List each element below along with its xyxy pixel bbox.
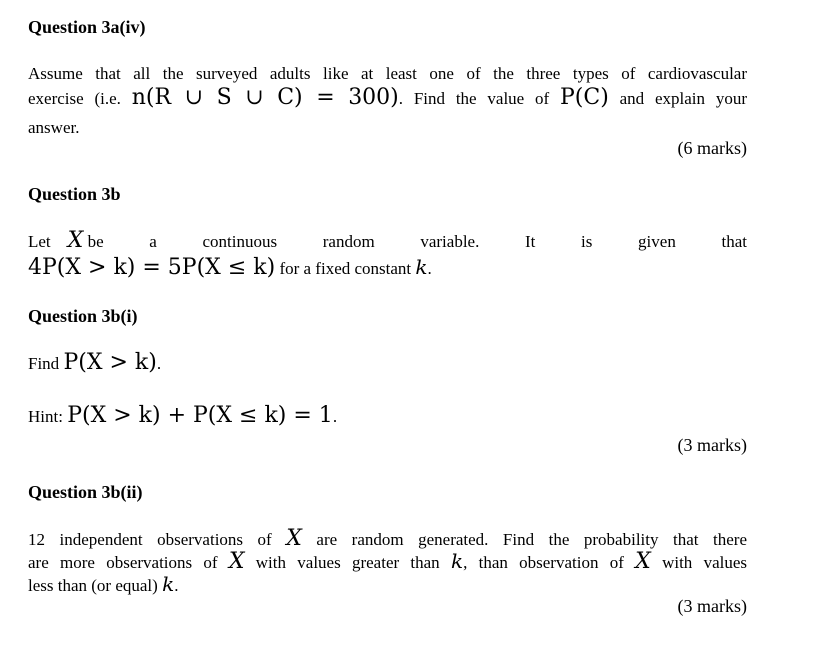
word-given: given xyxy=(638,232,676,251)
variable-x: X xyxy=(228,549,245,574)
q3b-ii-line3-end: . xyxy=(174,576,179,595)
variable-x: X xyxy=(286,526,302,551)
q3b-line2-end: . xyxy=(427,259,432,278)
q3b-line-2 xyxy=(28,255,747,281)
word-that: that xyxy=(721,232,747,251)
q3b-ii-line2-text-a: are more observations of xyxy=(28,553,229,572)
word-continuous: continuous xyxy=(202,232,278,251)
question-3b-heading: Question 3b xyxy=(28,184,121,204)
variable-x: X xyxy=(67,228,84,253)
word-random: random xyxy=(322,232,375,251)
hint-label: Hint: xyxy=(28,407,68,426)
q3b-ii-line2-text-c: , than observation of xyxy=(463,553,636,572)
word-variable: variable. xyxy=(420,232,480,251)
q3b-ii-line-3 xyxy=(28,572,747,598)
q3b-line-1 xyxy=(28,229,747,254)
question-3b-i-heading: Question 3b(i) xyxy=(28,306,138,326)
constant-k: k xyxy=(415,255,428,279)
hint-expression: P(X > k) + P(X ≤ k) = 1 xyxy=(67,403,333,428)
word-a: a xyxy=(149,232,157,251)
word-let: Let xyxy=(28,232,51,251)
q3a-iv-line2-text-b: . Find the value of xyxy=(398,89,560,108)
q3b-i-find-line xyxy=(28,351,747,376)
find-end: . xyxy=(156,354,162,373)
constant-k: k xyxy=(162,572,175,596)
question-3a-iv-heading: Question 3a(iv) xyxy=(28,17,146,37)
word-be: be xyxy=(87,232,104,251)
q3a-iv-marks: (6 marks) xyxy=(677,138,747,158)
ratio-equation: 4P(X > k) = 5P(X ≤ k) xyxy=(28,255,276,280)
q3a-iv-line-1: Assume that all the surveyed adults like at least one of the three types of cardiovascular xyxy=(28,64,747,83)
q3b-ii-line3-text: less than (or equal) xyxy=(28,576,163,595)
hint-end: . xyxy=(332,407,338,426)
probability-c: P(C) xyxy=(560,85,609,110)
q3b-ii-line2-text-b: with values greater than xyxy=(244,553,451,572)
q3a-iv-line-3: answer. xyxy=(28,118,80,137)
q3b-line2-text: for a fixed constant xyxy=(275,259,416,278)
q3a-iv-line2-text-c: and explain your xyxy=(608,89,747,108)
word-is: is xyxy=(581,232,593,251)
q3b-i-marks: (3 marks) xyxy=(677,435,747,455)
question-3b-ii-heading: Question 3b(ii) xyxy=(28,482,143,502)
q3a-iv-line-2 xyxy=(28,86,747,111)
union-equation: n(R ∪ S ∪ C) = 300) xyxy=(131,85,399,110)
q3b-ii-line2-text-d: with values xyxy=(650,553,747,572)
find-label: Find xyxy=(28,354,64,373)
find-expression: P(X > k) xyxy=(63,350,157,375)
q3b-ii-marks: (3 marks) xyxy=(677,596,747,616)
q3b-ii-line1-text-a: 12 independent observations of xyxy=(28,530,287,549)
q3b-i-hint-line xyxy=(28,404,747,429)
constant-k: k xyxy=(450,549,464,573)
q3b-ii-line1-text-b: are random generated. Find the probability that there xyxy=(301,530,747,549)
q3a-iv-line2-text-a: exercise (i.e. xyxy=(28,89,132,108)
word-it: It xyxy=(525,232,536,251)
variable-x: X xyxy=(635,549,651,574)
